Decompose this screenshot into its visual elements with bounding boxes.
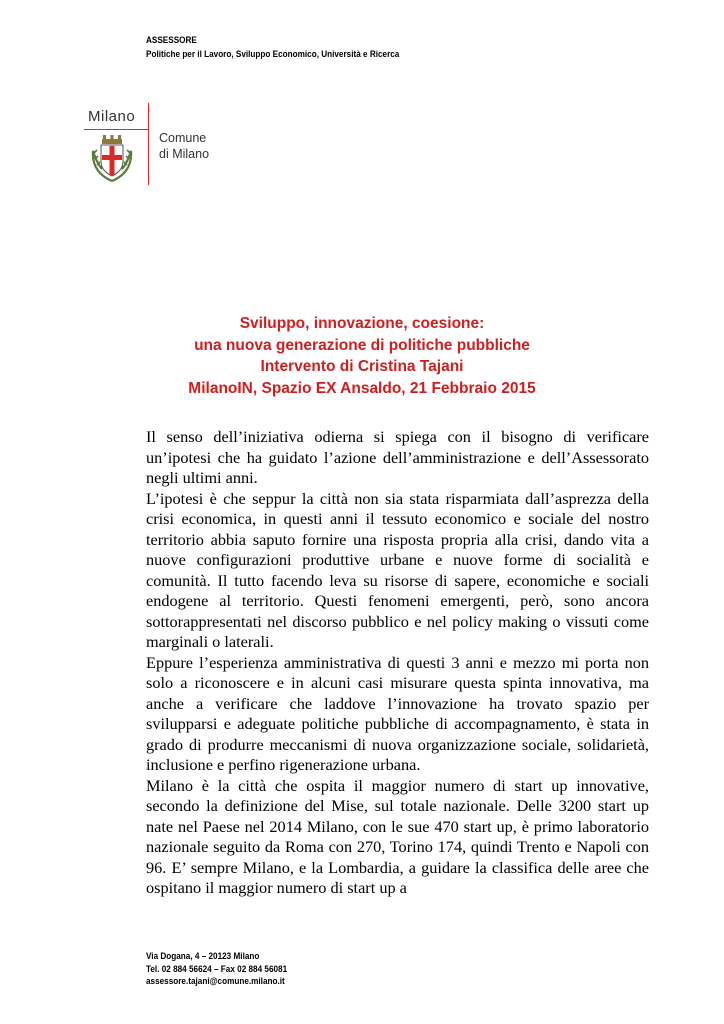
footer-email: assessore.tajani@comune.milano.it [146, 976, 285, 987]
body-paragraph: Eppure l’esperienza amministrativa di questi 3 anni e mezzo mi porta non solo a riconoscere e in alcuni casi misurare questa spinta innovativa, ma anche a verificare che laddove l’innovazione ha trovato spazio per svilupparsi e adeguate politiche pubbliche di accompagnamento, è stata in grado di produrre meccanismi di nuova organizzazione sociale, solidarietà, inclusione e perfino rigenerazione urbana. [146, 652, 649, 774]
header-department: Politiche per il Lavoro, Sviluppo Economico, Università e Ricerca [146, 49, 400, 60]
logo-municipality-name [159, 130, 209, 162]
title-line-2: una nuova generazione di politiche pubbliche [194, 336, 530, 354]
body-paragraph: Il senso dell’iniziativa odierna si spiega con il bisogno di verificare un’ipotesi che ha guidato l’azione dell’amministrazione e dell’Assessorato negli ultimi anni. [146, 427, 649, 487]
document-title [0, 313, 724, 399]
title-line-3: Intervento di Cristina Tajani [260, 358, 464, 375]
document-body [146, 427, 649, 899]
comune-di-milano-logo [84, 103, 214, 185]
footer-address: Via Dogana, 4 – 20123 Milano [146, 951, 260, 962]
header-role: ASSESSORE [146, 35, 197, 46]
body-paragraph: L’ipotesi è che seppur la città non sia stata risparmiata dall’asprezza della crisi economica, in questi anni il tessuto economico e sociale del nostro territorio abbia saputo fornire una risposta propria alla crisi, dando vita a nuove configurazioni produttive urbane e nuove forme di socialità e comunità. Il tutto facendo leva su risorse di sapere, economiche e sociali endogene al territorio. Questi fenomeni emergenti, però, sono ancora sottorappresentati nel discorso pubblico e nel policy making o vissuti come marginali o laterali. [146, 488, 649, 651]
logo-name-line1: Comune [159, 131, 207, 145]
logo-divider-vertical [148, 103, 149, 185]
body-paragraph: Milano è la città che ospita il maggior numero di start up innovative, secondo la definizione del Mise, sul totale nazionale. Delle 3200 start up nate nel Paese nel 2014 Milano, con le sue 470 start up, è primo laboratorio nazionale seguito da Roma con 270, Torino 174, quindi Trento e Napoli con 96. E’ sempre Milano, e la Lombardia, a guidare la classifica delle aree che ospitano il maggior numero di start up a [146, 775, 649, 897]
city-crest-icon [88, 133, 136, 183]
footer-phone-fax: Tel. 02 884 56624 – Fax 02 884 56081 [146, 963, 288, 975]
letterhead-footer [146, 951, 287, 989]
logo-divider-horizontal [84, 129, 148, 130]
logo-city-name: Milano [88, 108, 136, 125]
letterhead-header [146, 34, 399, 62]
title-line-1: Sviluppo, innovazione, coesione: [239, 315, 485, 332]
logo-name-line2: di Milano [159, 147, 210, 161]
title-line-4: MilanoIN, Spazio EX Ansaldo, 21 Febbraio 2015 [188, 379, 536, 397]
